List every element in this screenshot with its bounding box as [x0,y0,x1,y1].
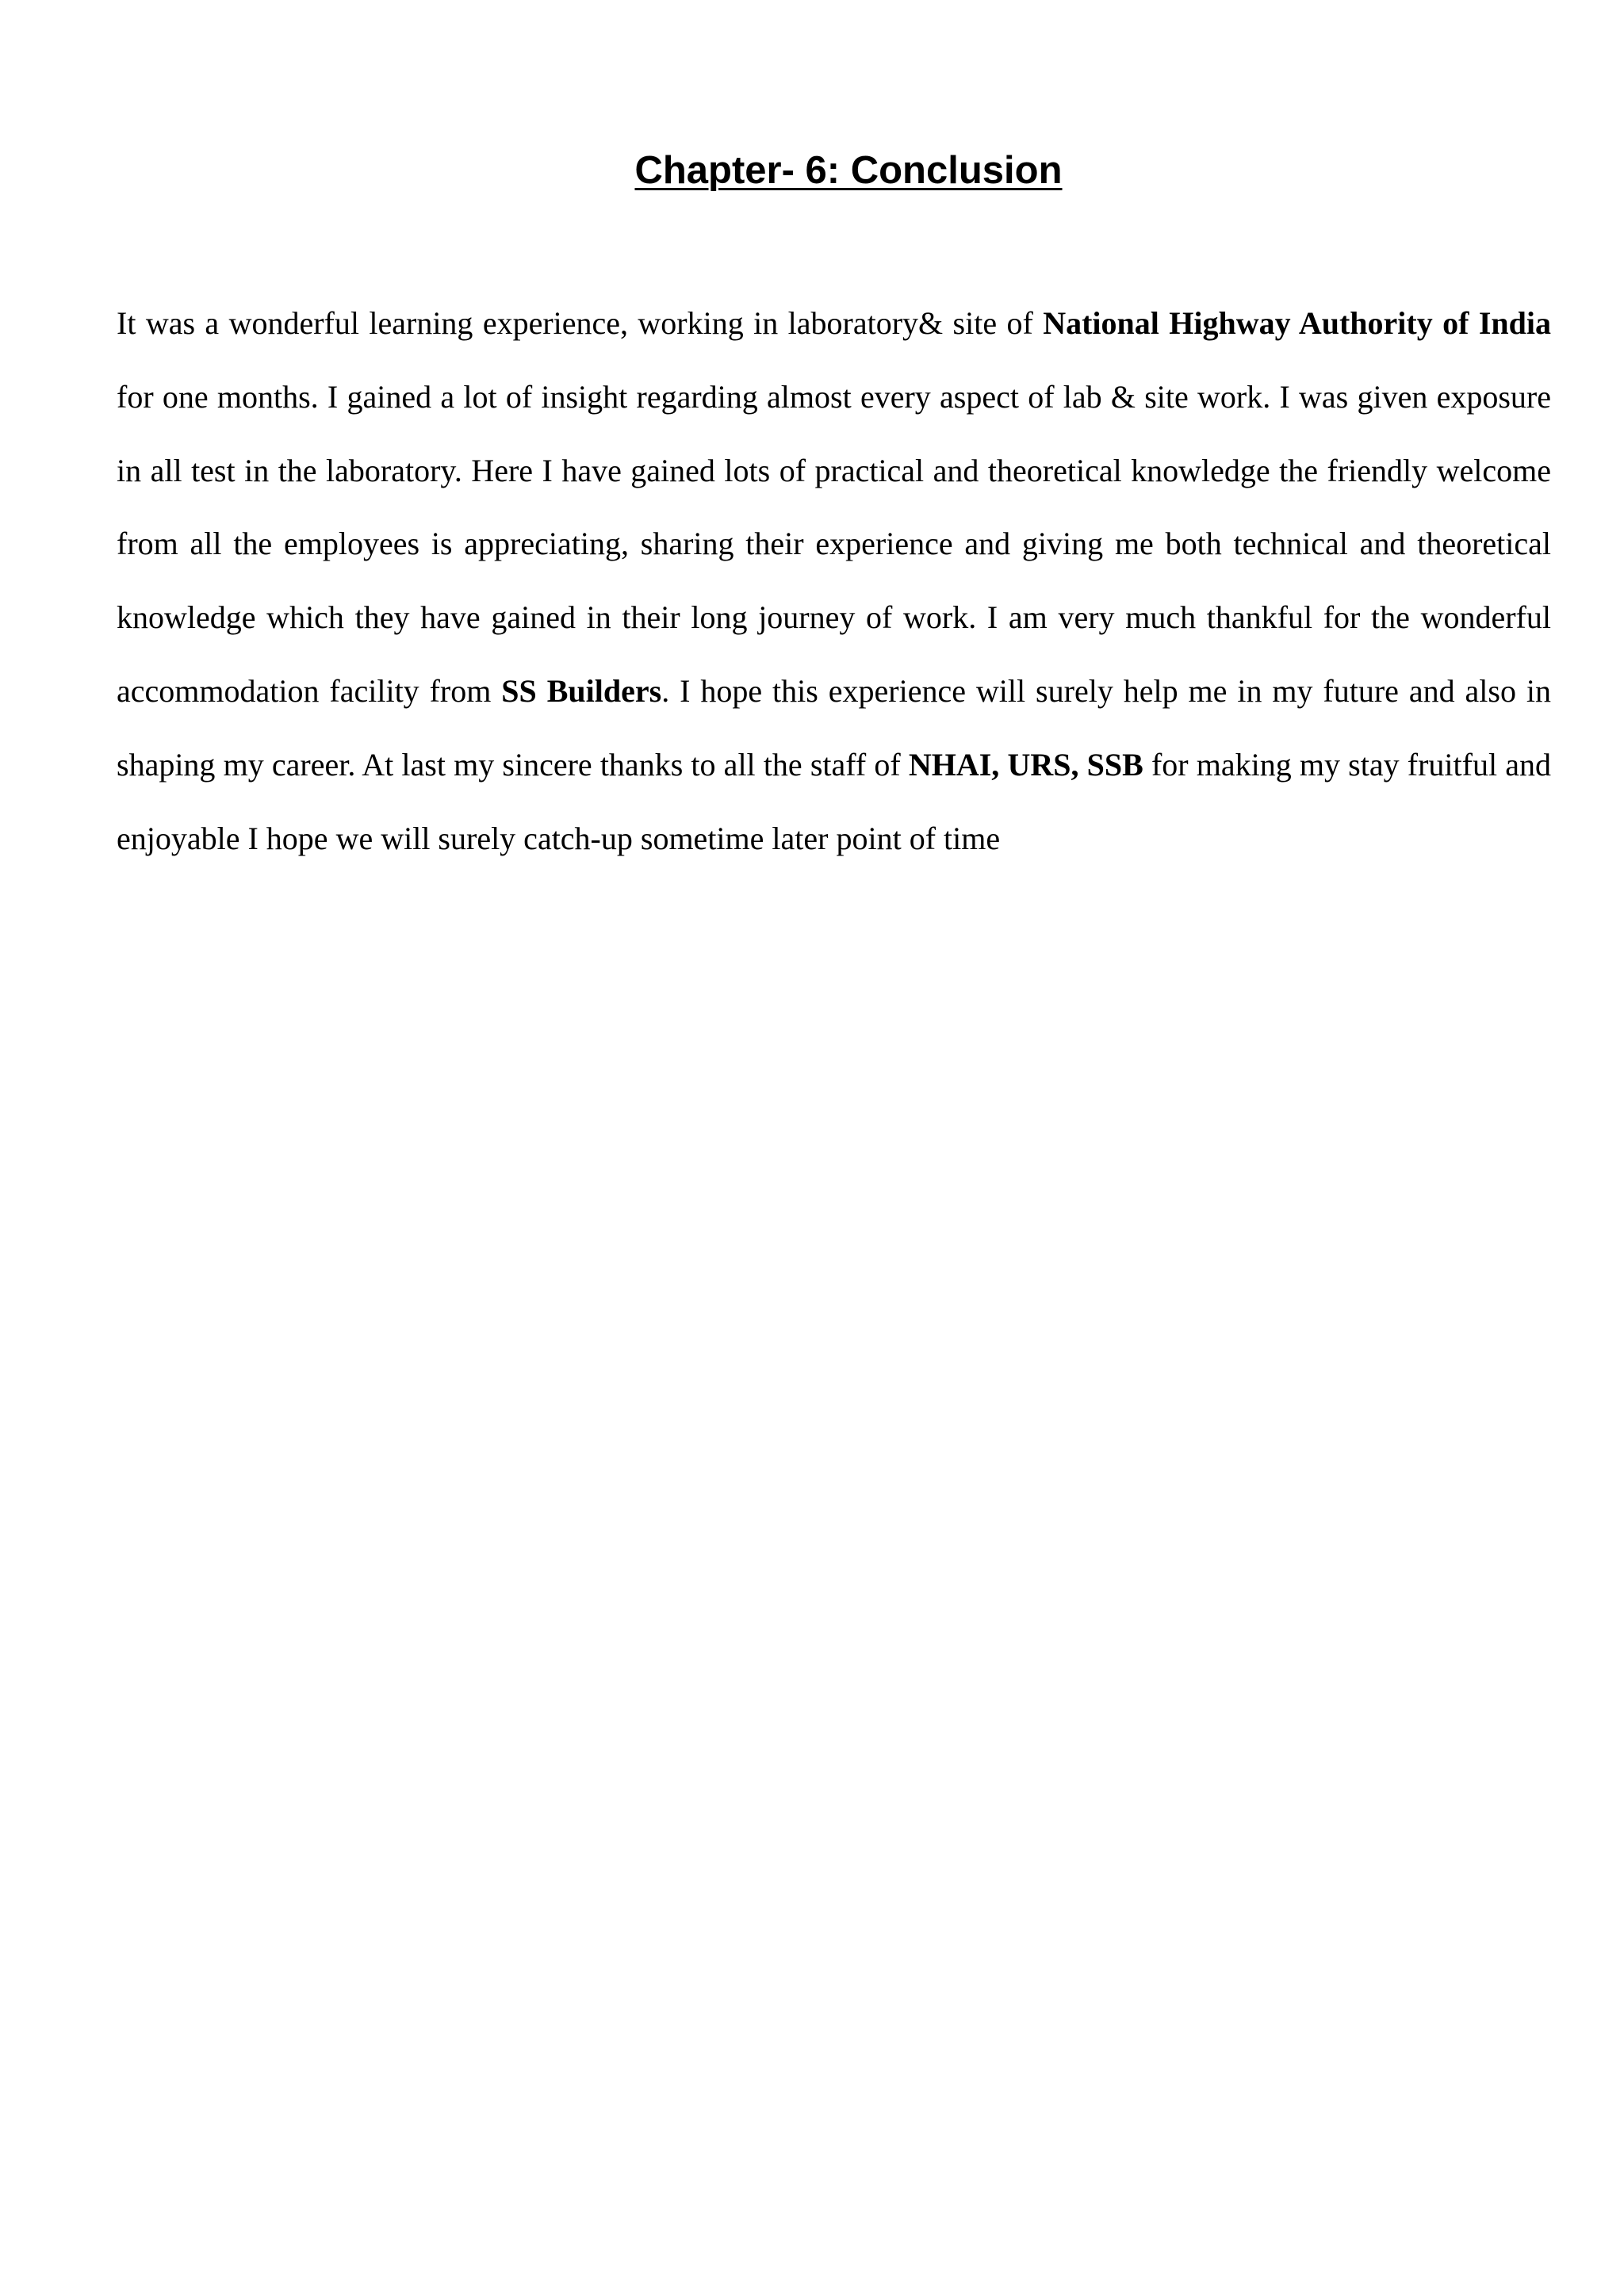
paragraph-text-2: for one months. I gained a lot of insight regarding almost every aspect of lab & site work. I was given exposure in all test in the laboratory. Here I have gained lots of practical and theoretical knowledge the friendly welcome from all the employees is appreciating, sharing their experience and giving me both technical and theoretical knowledge which they have gained in their long journey of work. I am very much thankful for the wonderful accommodation facility from [117,378,1551,709]
paragraph-text-4: for making my stay fruitful and enjoyable I hope we will surely catch-up sometime later point of time [117,746,1551,856]
chapter-title: Chapter- 6: Conclusion [634,149,1063,192]
org-name-ss-builders: SS Builders [501,672,662,709]
conclusion-paragraph [117,287,1551,875]
org-name-nhai-full: National Highway Authority of India [1043,305,1551,341]
org-names-staff: NHAI, URS, SSB [908,746,1143,783]
paragraph-text-3: . I hope this experience will surely help me in my future and also in shaping my career. At last my sincere thanks to all the staff of [117,672,1552,783]
paragraph-text-1: It was a wonderful learning experience, working in laboratory& site of [117,305,1044,341]
